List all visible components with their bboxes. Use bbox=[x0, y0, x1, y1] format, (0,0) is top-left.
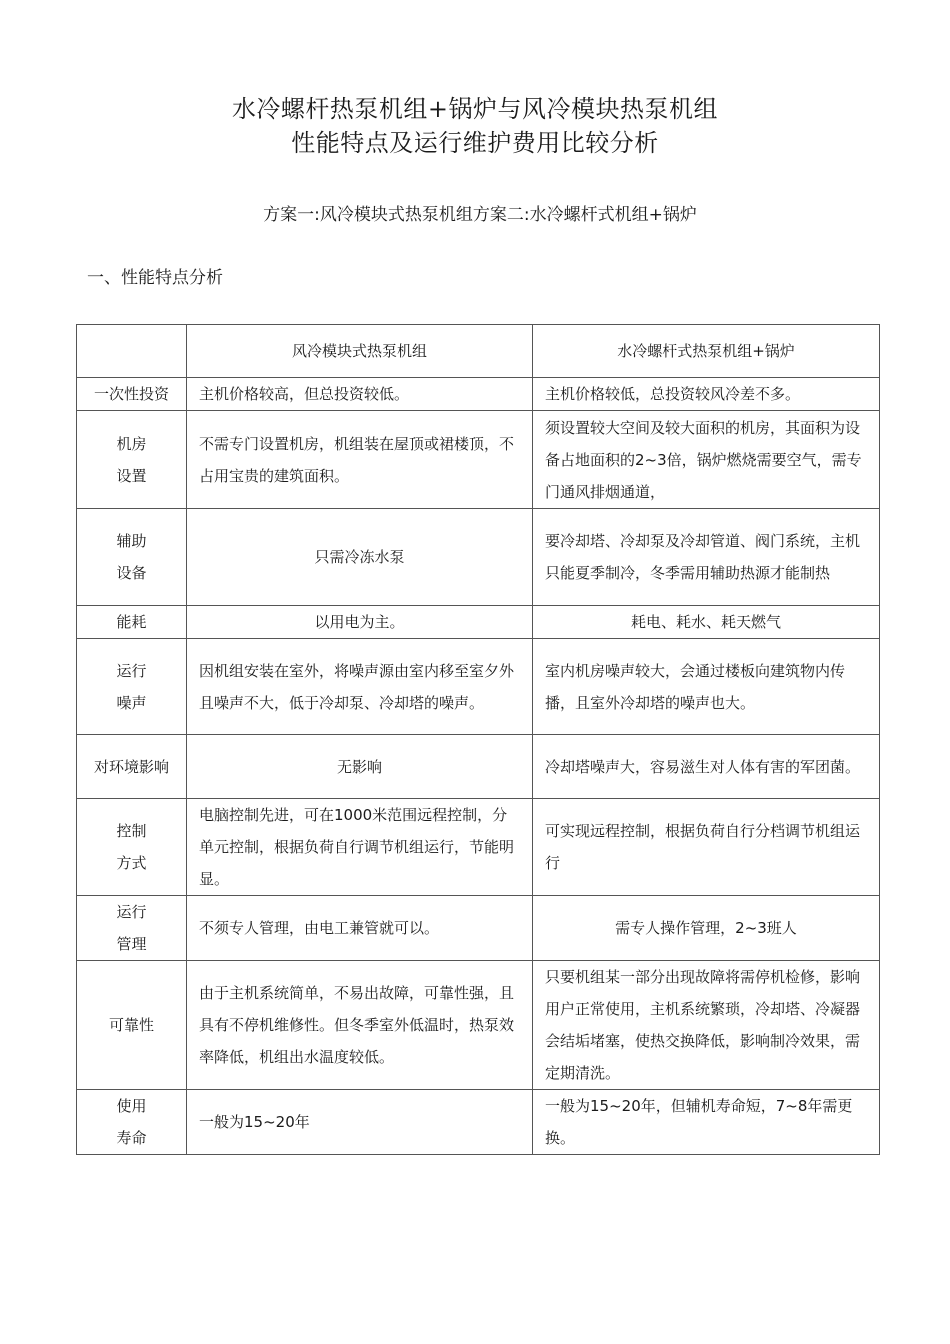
air-cooled-cell: 不须专人管理，由电工兼管就可以。 bbox=[187, 896, 533, 961]
scheme-subtitle: 方案一:风冷模块式热泵机组方案二:水冷螺杆式机组+锅炉 bbox=[263, 205, 697, 225]
table-row bbox=[77, 896, 880, 961]
air-cooled-cell: 由于主机系统简单，不易出故障，可靠性强，且具有不停机维修性。但冬季室外低温时，热泵效率降低，机组出水温度较低。 bbox=[187, 961, 533, 1090]
table-row bbox=[77, 1090, 880, 1155]
air-cooled-cell: 只需冷冻水泵 bbox=[187, 509, 533, 606]
table-row bbox=[77, 378, 880, 411]
row-label-line: 一次性投资 bbox=[93, 385, 169, 403]
water-cooled-cell: 须设置较大空间及较大面积的机房，其面积为设备占地面积的2~3倍，锅炉燃烧需要空气，需专门通风排烟通道， bbox=[533, 411, 880, 509]
air-cooled-cell: 无影响 bbox=[187, 735, 533, 799]
row-label-line: 控制 bbox=[116, 822, 147, 840]
section-heading: 一、性能特点分析 bbox=[87, 268, 223, 288]
row-label-line: 设置 bbox=[116, 466, 147, 485]
header-cell-water-cooled: 水冷螺杆式热泵机组+锅炉 bbox=[533, 325, 880, 378]
air-cooled-cell: 电脑控制先进，可在1000米范围远程控制，分单元控制，根据负荷自行调节机组运行，节能明显。 bbox=[187, 799, 533, 896]
row-label-line: 运行 bbox=[116, 661, 147, 680]
table-row bbox=[77, 799, 880, 896]
row-label-line: 设备 bbox=[116, 564, 147, 582]
water-cooled-cell: 需专人操作管理，2~3班人 bbox=[533, 896, 880, 961]
air-cooled-cell: 不需专门设置机房，机组装在屋顶或裙楼顶，不占用宝贵的建筑面积。 bbox=[187, 411, 533, 509]
row-label bbox=[77, 1090, 187, 1155]
table-row bbox=[77, 961, 880, 1090]
water-cooled-cell: 一般为15~20年，但辅机寿命短，7~8年需更换。 bbox=[533, 1090, 880, 1155]
row-label bbox=[77, 896, 187, 961]
row-label-line: 使用 bbox=[116, 1097, 147, 1115]
table-row bbox=[77, 606, 880, 639]
table-row bbox=[77, 509, 880, 606]
row-label bbox=[77, 606, 187, 639]
air-cooled-cell: 一般为15~20年 bbox=[187, 1090, 533, 1155]
water-cooled-cell: 要冷却塔、冷却泵及冷却管道、阀门系统，主机只能夏季制冷，冬季需用辅助热源才能制热 bbox=[533, 509, 880, 606]
row-label-line: 寿命 bbox=[116, 1129, 147, 1147]
row-label-line: 管理 bbox=[116, 935, 147, 953]
row-label bbox=[77, 735, 187, 799]
table-row bbox=[77, 639, 880, 735]
row-label bbox=[77, 961, 187, 1090]
row-label bbox=[77, 799, 187, 896]
header-cell-air-cooled: 风冷模块式热泵机组 bbox=[187, 325, 533, 378]
row-label bbox=[77, 411, 187, 509]
air-cooled-cell: 因机组安装在室外，将噪声源由室内移至室夕外且噪声不大，低于冷却泵、冷却塔的噪声。 bbox=[187, 639, 533, 735]
row-label-line: 方式 bbox=[116, 854, 147, 872]
row-label bbox=[77, 378, 187, 411]
row-label bbox=[77, 639, 187, 735]
header-cell-empty bbox=[77, 325, 187, 378]
table-row bbox=[77, 411, 880, 509]
document-title-line-2: 性能特点及运行维护费用比较分析 bbox=[291, 129, 659, 157]
row-label-line: 辅助 bbox=[116, 532, 147, 550]
row-label-line: 对环境影响 bbox=[93, 757, 169, 776]
row-label-line: 能耗 bbox=[116, 613, 147, 631]
table-row bbox=[77, 735, 880, 799]
water-cooled-cell: 冷却塔噪声大，容易滋生对人体有害的军团菌。 bbox=[533, 735, 880, 799]
row-label-line: 可靠性 bbox=[108, 1016, 154, 1034]
air-cooled-cell: 以用电为主。 bbox=[187, 606, 533, 639]
row-label bbox=[77, 509, 187, 606]
document-title-line-1: 水冷螺杆热泵机组+锅炉与风冷模块热泵机组 bbox=[231, 95, 719, 123]
row-label-line: 噪声 bbox=[116, 693, 147, 712]
water-cooled-cell: 主机价格较低，总投资较风冷差不多。 bbox=[533, 378, 880, 411]
table-header-row bbox=[77, 325, 880, 378]
comparison-table bbox=[76, 324, 880, 1155]
air-cooled-cell: 主机价格较高，但总投资较低。 bbox=[187, 378, 533, 411]
water-cooled-cell: 耗电、耗水、耗天燃气 bbox=[533, 606, 880, 639]
water-cooled-cell: 可实现远程控制，根据负荷自行分档调节机组运行 bbox=[533, 799, 880, 896]
water-cooled-cell: 只要机组某一部分出现故障将需停机检修，影响用户正常使用，主机系统繁琐，冷却塔、冷凝器会结垢堵塞，使热交换降低，影响制冷效果，需定期清洗。 bbox=[533, 961, 880, 1090]
row-label-line: 运行 bbox=[116, 903, 147, 921]
row-label-line: 机房 bbox=[116, 434, 147, 453]
water-cooled-cell: 室内机房噪声较大，会通过楼板向建筑物内传播，且室外冷却塔的噪声也大。 bbox=[533, 639, 880, 735]
